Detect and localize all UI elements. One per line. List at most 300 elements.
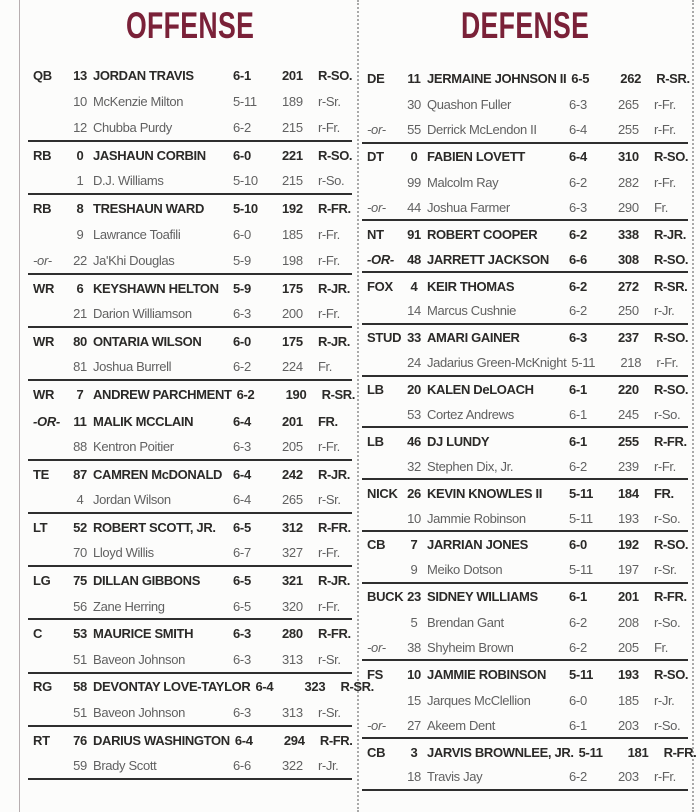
depth-chart-row xyxy=(362,247,688,271)
player-name: KEVIN KNOWLES II xyxy=(427,485,543,501)
jersey-number: 46 xyxy=(407,433,421,449)
player-class: R-SO. xyxy=(654,251,689,267)
jersey-number: 81 xyxy=(73,359,87,375)
player-class: r-Jr. xyxy=(318,758,339,774)
offense-position-group-2 xyxy=(28,142,352,195)
player-name: Jammie Robinson xyxy=(427,510,526,526)
player-height: 5-11 xyxy=(578,744,603,760)
player-name: AMARI GAINER xyxy=(427,330,520,346)
player-name: Jadarius Green-McKnight xyxy=(427,355,567,371)
jersey-number: 26 xyxy=(407,485,421,501)
player-weight: 218 xyxy=(620,355,642,371)
player-weight: 193 xyxy=(618,510,639,526)
jersey-number: 11 xyxy=(407,71,421,87)
jersey-number: 10 xyxy=(73,94,87,110)
player-name: Malcolm Ray xyxy=(427,175,499,190)
player-class: r-So. xyxy=(654,510,681,526)
player-name: Quashon Fuller xyxy=(427,97,511,113)
jersey-number: 30 xyxy=(407,97,421,113)
jersey-number: 88 xyxy=(73,439,87,455)
player-height: 6-1 xyxy=(569,589,587,605)
player-class: R-JR. xyxy=(654,226,686,242)
player-height: 6-0 xyxy=(569,537,587,553)
player-height: 5-11 xyxy=(569,485,594,501)
player-weight: 221 xyxy=(282,147,303,163)
player-weight: 205 xyxy=(282,439,303,455)
player-height: 6-1 xyxy=(233,67,251,83)
depth-chart-row xyxy=(28,434,352,459)
defense-title-text: DEFENSE xyxy=(460,5,590,46)
player-name: Marcus Cushnie xyxy=(427,303,517,319)
jersey-number: 32 xyxy=(407,458,421,474)
player-name: Akeem Dent xyxy=(427,717,496,733)
player-height: 5-9 xyxy=(233,252,251,268)
depth-chart-row xyxy=(28,647,352,672)
player-name: DJ LUNDY xyxy=(427,433,490,449)
position-label: RG xyxy=(33,679,52,695)
player-weight: 201 xyxy=(282,413,303,429)
player-weight: 215 xyxy=(282,119,303,135)
defense-position-group-1 xyxy=(362,66,688,144)
player-class: r-Fr. xyxy=(318,545,340,561)
defense-position-group-5 xyxy=(362,325,688,377)
player-class: R-SO. xyxy=(654,149,689,165)
player-weight: 197 xyxy=(618,562,639,578)
position-label: LB xyxy=(367,433,384,449)
offense-position-group-1 xyxy=(28,62,352,142)
position-label: RB xyxy=(33,200,52,216)
defense-position-group-8 xyxy=(362,480,688,532)
player-class: R-JR. xyxy=(318,466,350,482)
depth-chart-row xyxy=(28,168,352,193)
depth-chart-row xyxy=(362,739,697,765)
player-height: 5-9 xyxy=(233,280,251,296)
position-label: DT xyxy=(367,149,384,165)
position-label: BUCK xyxy=(367,589,404,605)
player-name: KEYSHAWN HELTON xyxy=(93,280,219,296)
player-class: R-FR. xyxy=(319,732,353,748)
player-class: R-SO. xyxy=(318,67,353,83)
jersey-number: 12 xyxy=(73,119,87,135)
player-weight: 242 xyxy=(282,466,303,482)
player-name: Shyheim Brown xyxy=(427,640,514,656)
player-class: r-Jr. xyxy=(654,692,675,708)
jersey-number: 75 xyxy=(73,573,87,589)
depth-chart-row xyxy=(362,403,688,427)
position-label: WR xyxy=(33,386,55,402)
player-weight: 220 xyxy=(618,382,639,398)
offense-title-text: OFFENSE xyxy=(125,5,255,46)
player-weight: 201 xyxy=(618,589,639,605)
player-weight: 193 xyxy=(618,666,639,682)
position-label: RB xyxy=(33,147,52,163)
player-name: Jordan Wilson xyxy=(93,492,171,508)
player-name: Chubba Purdy xyxy=(93,119,172,135)
player-weight: 245 xyxy=(618,407,639,423)
depth-chart-row xyxy=(28,727,352,754)
player-class: Fr. xyxy=(318,359,332,375)
jersey-number: 0 xyxy=(410,149,418,165)
player-height: 6-1 xyxy=(569,433,587,449)
player-name: ANDREW PARCHMENT xyxy=(93,386,232,402)
player-class: R-FR. xyxy=(318,519,351,535)
jersey-number: 4 xyxy=(76,492,84,508)
depth-chart-row xyxy=(28,620,352,647)
position-label: FOX xyxy=(367,278,393,294)
player-weight: 190 xyxy=(285,386,307,402)
player-class: r-Fr. xyxy=(318,439,340,455)
jersey-number: 52 xyxy=(73,519,87,535)
player-weight: 175 xyxy=(282,333,303,349)
player-height: 6-3 xyxy=(569,97,587,113)
offense-position-group-7 xyxy=(28,461,352,514)
position-label: WR xyxy=(33,333,55,349)
position-label: LT xyxy=(33,519,48,535)
player-height: 6-3 xyxy=(233,651,251,667)
player-class: R-SR. xyxy=(321,386,355,402)
player-class: FR. xyxy=(654,485,674,501)
player-name: Baveon Johnson xyxy=(93,651,185,667)
player-class: r-Fr. xyxy=(656,355,679,371)
player-class: r-Sr. xyxy=(654,562,677,578)
player-name: JARRIAN JONES xyxy=(427,537,528,553)
player-class: R-SO. xyxy=(318,147,353,163)
jersey-number: 87 xyxy=(73,466,87,482)
player-name: Jarques McClellion xyxy=(427,692,531,708)
player-class: FR. xyxy=(318,413,338,429)
player-class: R-SO. xyxy=(654,330,689,346)
player-weight: 203 xyxy=(618,769,639,785)
defense-position-group-6 xyxy=(362,377,688,429)
player-class: r-So. xyxy=(654,407,681,423)
player-name: SIDNEY WILLIAMS xyxy=(427,589,538,605)
player-name: D.J. Williams xyxy=(93,173,164,189)
player-weight: 201 xyxy=(282,67,303,83)
jersey-number: 3 xyxy=(410,744,418,760)
jersey-number: 13 xyxy=(73,67,87,83)
player-weight: 192 xyxy=(618,537,639,553)
jersey-number: 48 xyxy=(407,251,421,267)
depth-chart-row xyxy=(362,584,688,610)
player-weight: 215 xyxy=(282,173,303,189)
position-label: -or- xyxy=(367,717,386,733)
player-class: R-FR. xyxy=(663,744,697,760)
player-weight: 322 xyxy=(282,758,303,774)
depth-chart-row xyxy=(362,144,688,170)
player-name: JARVIS BROWNLEE, JR. xyxy=(427,744,574,760)
player-height: 6-4 xyxy=(255,679,274,695)
player-name: Meiko Dotson xyxy=(427,562,503,578)
player-name: CAMREN McDONALD xyxy=(93,466,223,482)
player-weight: 290 xyxy=(618,199,639,215)
player-height: 6-2 xyxy=(236,386,255,402)
player-name: JARRETT JACKSON xyxy=(427,251,549,267)
player-class: r-Fr. xyxy=(318,306,340,322)
player-height: 6-1 xyxy=(569,382,587,398)
jersey-number: 53 xyxy=(73,626,87,642)
position-label: QB xyxy=(33,67,52,83)
jersey-number: 76 xyxy=(73,732,87,748)
defense-column xyxy=(362,0,697,791)
player-class: R-SO. xyxy=(654,382,689,398)
depth-chart-row xyxy=(28,62,352,89)
offense-position-group-11 xyxy=(28,674,374,727)
player-height: 6-3 xyxy=(233,626,251,642)
depth-chart-row xyxy=(362,221,688,247)
player-class: r-Fr. xyxy=(654,175,676,190)
player-height: 6-2 xyxy=(569,615,587,631)
player-weight: 205 xyxy=(618,640,639,656)
offense-position-group-10 xyxy=(28,620,352,673)
player-height: 5-11 xyxy=(569,666,594,682)
player-name: JASHAUN CORBIN xyxy=(93,147,206,163)
player-height: 6-3 xyxy=(233,439,251,455)
player-height: 5-11 xyxy=(233,94,257,110)
player-weight: 280 xyxy=(282,626,303,642)
position-label: STUD xyxy=(367,330,402,346)
player-name: DEVONTAY LOVE-TAYLOR xyxy=(93,679,251,695)
player-height: 6-7 xyxy=(233,545,251,561)
position-label: CB xyxy=(367,537,386,553)
player-name: Lawrance Toafili xyxy=(93,227,181,243)
depth-chart-row xyxy=(362,325,688,351)
player-height: 6-1 xyxy=(569,717,587,733)
player-height: 6-5 xyxy=(571,71,590,87)
player-class: r-Fr. xyxy=(654,97,676,113)
player-name: MALIK MCCLAIN xyxy=(93,413,194,429)
depth-chart-row xyxy=(362,610,688,636)
player-class: R-JR. xyxy=(318,573,350,589)
player-height: 6-5 xyxy=(233,598,251,614)
player-weight: 224 xyxy=(282,359,303,375)
player-class: r-Fr. xyxy=(654,122,676,138)
defense-position-group-7 xyxy=(362,428,688,480)
player-class: R-FR. xyxy=(318,626,351,642)
offense-position-group-8 xyxy=(28,514,352,567)
depth-chart-row xyxy=(28,753,352,778)
jersey-number: 5 xyxy=(410,615,418,631)
defense-position-group-4 xyxy=(362,273,688,325)
jersey-number: 14 xyxy=(407,303,421,319)
jersey-number: 20 xyxy=(407,382,421,398)
player-class: R-SR. xyxy=(656,71,690,87)
depth-chart-row xyxy=(28,541,352,566)
jersey-number: 18 xyxy=(407,769,421,785)
left-page-rule xyxy=(19,0,20,812)
player-weight: 255 xyxy=(618,433,639,449)
right-page-dotted-line xyxy=(692,0,694,812)
player-class: R-SO. xyxy=(654,537,689,553)
jersey-number: 59 xyxy=(73,758,87,774)
player-name: Baveon Johnson xyxy=(93,705,185,721)
jersey-number: 9 xyxy=(76,227,84,243)
player-height: 5-10 xyxy=(233,200,258,216)
player-weight: 310 xyxy=(618,149,639,165)
player-class: r-Sr. xyxy=(318,651,341,667)
position-label: LG xyxy=(33,573,51,589)
defense-position-group-11 xyxy=(362,661,688,739)
jersey-number: 10 xyxy=(407,510,421,526)
defense-groups xyxy=(362,66,697,791)
offense-position-group-12 xyxy=(28,727,352,780)
player-class: r-Fr. xyxy=(654,458,676,474)
jersey-number: 99 xyxy=(407,175,421,190)
player-class: R-FR. xyxy=(654,433,687,449)
jersey-number: 9 xyxy=(410,562,418,578)
player-weight: 338 xyxy=(618,226,639,242)
offense-position-group-9 xyxy=(28,567,352,620)
depth-chart-row xyxy=(362,92,688,118)
depth-chart-row xyxy=(28,195,352,222)
jersey-number: 23 xyxy=(407,589,421,605)
player-height: 6-4 xyxy=(569,122,587,138)
offense-position-group-3 xyxy=(28,195,352,275)
position-label: TE xyxy=(33,466,50,482)
player-height: 6-6 xyxy=(233,758,251,774)
depth-chart-row xyxy=(28,700,352,725)
player-name: KEIR THOMAS xyxy=(427,278,515,294)
player-height: 6-3 xyxy=(569,199,587,215)
player-weight: 255 xyxy=(618,122,639,138)
depth-chart-row xyxy=(28,355,352,380)
depth-chart-row xyxy=(362,428,688,454)
depth-chart-row xyxy=(362,506,688,530)
player-weight: 323 xyxy=(304,679,326,695)
defense-position-group-3 xyxy=(362,221,688,273)
player-height: 5-10 xyxy=(233,173,258,189)
player-weight: 313 xyxy=(282,705,303,721)
depth-chart-row xyxy=(362,377,688,403)
player-weight: 185 xyxy=(282,227,303,243)
player-height: 6-5 xyxy=(233,573,251,589)
defense-position-group-2 xyxy=(362,144,688,222)
player-class: R-SO. xyxy=(654,666,689,682)
player-class: R-JR. xyxy=(318,333,350,349)
jersey-number: 91 xyxy=(407,226,421,242)
depth-chart-row xyxy=(28,301,352,326)
player-class: r-Sr. xyxy=(318,705,341,721)
player-height: 6-0 xyxy=(233,333,251,349)
player-name: Lloyd Willis xyxy=(93,545,154,561)
depth-chart-row xyxy=(362,273,688,299)
player-name: Ja'Khi Douglas xyxy=(93,252,175,268)
player-class: r-So. xyxy=(654,615,681,631)
player-height: 6-2 xyxy=(569,769,587,785)
player-height: 6-4 xyxy=(233,466,251,482)
position-label: C xyxy=(33,626,43,642)
player-height: 6-3 xyxy=(233,306,251,322)
offense-position-group-5 xyxy=(28,328,352,381)
player-height: 5-11 xyxy=(571,355,596,371)
player-height: 6-6 xyxy=(569,251,587,267)
player-height: 6-4 xyxy=(234,732,253,748)
jersey-number: 44 xyxy=(407,199,421,215)
position-label: LB xyxy=(367,382,384,398)
player-class: R-JR. xyxy=(318,280,350,296)
player-weight: 181 xyxy=(627,744,649,760)
player-class: Fr. xyxy=(654,199,668,215)
player-name: Travis Jay xyxy=(427,769,483,785)
player-name: DILLAN GIBBONS xyxy=(93,573,201,589)
player-class: R-SR. xyxy=(340,679,374,695)
jersey-number: 21 xyxy=(73,306,87,322)
jersey-number: 7 xyxy=(76,386,84,402)
player-weight: 308 xyxy=(618,251,639,267)
offense-column xyxy=(28,0,374,780)
player-name: JAMMIE ROBINSON xyxy=(427,666,546,682)
depth-chart-row xyxy=(28,328,352,355)
depth-chart-row xyxy=(362,558,688,582)
player-weight: 327 xyxy=(282,545,303,561)
jersey-number: 1 xyxy=(76,173,84,189)
jersey-number: 11 xyxy=(73,413,87,429)
player-height: 6-2 xyxy=(569,458,587,474)
player-name: ROBERT COOPER xyxy=(427,226,538,242)
player-name: TRESHAUN WARD xyxy=(93,200,205,216)
player-name: Joshua Burrell xyxy=(93,359,172,375)
player-weight: 265 xyxy=(282,492,303,508)
defense-position-group-10 xyxy=(362,584,688,662)
player-weight: 237 xyxy=(618,330,639,346)
player-weight: 282 xyxy=(618,175,639,190)
player-height: 6-2 xyxy=(569,278,587,294)
position-label: CB xyxy=(367,744,386,760)
player-name: DARIUS WASHINGTON xyxy=(93,732,230,748)
player-height: 6-4 xyxy=(233,413,251,429)
player-height: 6-3 xyxy=(233,705,251,721)
player-weight: 185 xyxy=(618,692,639,708)
jersey-number: 53 xyxy=(407,407,421,423)
depth-chart-row xyxy=(362,713,688,737)
player-class: r-Sr. xyxy=(318,492,341,508)
player-class: R-SR. xyxy=(654,278,688,294)
jersey-number: 7 xyxy=(410,537,418,553)
player-name: Joshua Farmer xyxy=(427,199,510,215)
jersey-number: 51 xyxy=(73,705,87,721)
player-weight: 313 xyxy=(282,651,303,667)
defense-position-group-9 xyxy=(362,532,688,584)
player-height: 6-4 xyxy=(233,492,251,508)
position-label: NICK xyxy=(367,485,398,501)
player-weight: 175 xyxy=(282,280,303,296)
player-weight: 184 xyxy=(618,485,639,501)
player-weight: 208 xyxy=(618,615,639,631)
player-class: r-Fr. xyxy=(318,119,340,135)
depth-chart-row xyxy=(362,636,688,660)
player-name: MAURICE SMITH xyxy=(93,626,194,642)
jersey-number: 51 xyxy=(73,651,87,667)
player-class: Fr. xyxy=(654,640,668,656)
position-label: -or- xyxy=(33,252,52,268)
player-name: Stephen Dix, Jr. xyxy=(427,458,514,474)
jersey-number: 0 xyxy=(76,147,84,163)
player-height: 5-11 xyxy=(569,510,593,526)
jersey-number: 8 xyxy=(76,200,84,216)
player-class: r-So. xyxy=(654,717,681,733)
player-weight: 265 xyxy=(618,97,639,113)
position-label: -or- xyxy=(367,640,386,656)
jersey-number: 33 xyxy=(407,330,421,346)
depth-chart-row xyxy=(28,461,352,488)
depth-chart-row xyxy=(28,115,352,140)
player-class: r-Fr. xyxy=(318,227,340,243)
player-class: r-Fr. xyxy=(318,598,340,614)
depth-chart-row xyxy=(28,594,352,619)
depth-chart-row xyxy=(362,480,688,506)
player-height: 6-2 xyxy=(569,303,587,319)
position-label: -or- xyxy=(367,122,386,138)
player-name: Brady Scott xyxy=(93,758,157,774)
